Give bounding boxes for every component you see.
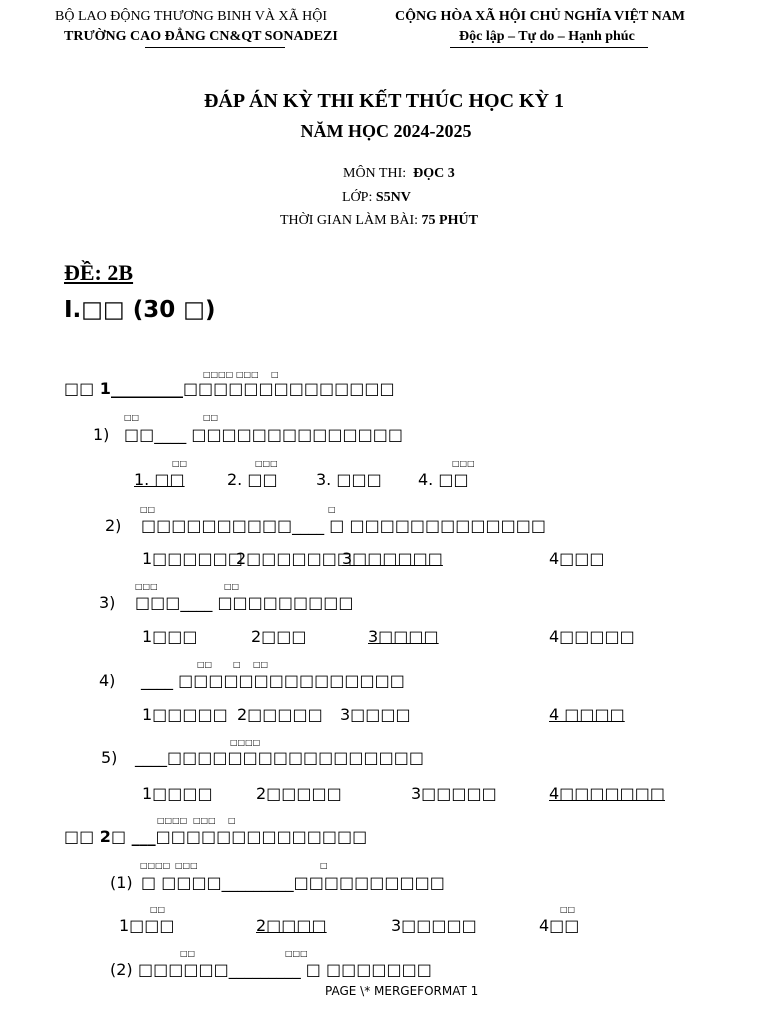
question-number: 2) [105,516,122,535]
mondai1-heading: □□ 1_________□□□□□□□□□□□□□□ [64,379,395,398]
page-field-code: PAGE \* MERGEFORMAT 1 [325,984,479,998]
answer-option: 4□□□ [549,549,605,568]
ruby-text: □□ [124,413,140,422]
question-text: □□□□□□_________ □ □□□□□□□ [138,960,432,979]
class-value: S5NV [375,190,411,205]
answer-option: 3□□□□ [340,705,411,724]
republic-name: CỘNG HÒA XÃ HỘI CHỦ NGHĨA VIỆT NAM [395,9,686,24]
answer-option-correct: 2□□□□ [256,916,327,935]
subject-line [343,166,455,182]
question-text: □□____ □□□□□□□□□□□□□□ [124,425,403,444]
ruby-text: □□ [140,505,156,514]
ruby-text: □□□ [175,861,198,870]
question-number: (1) [110,873,133,892]
ruby-text: □□□□ [230,738,261,747]
answer-option: 2. □□ [227,470,278,489]
section-heading: I.□□ (30 □) [64,297,216,323]
answer-option-correct: 1. □□ [134,470,185,489]
answer-option: 1□□□□ [142,784,213,803]
question-number: 4) [99,671,116,690]
answer-option: 2□□□□□□□ [236,549,352,568]
ruby-text: □□ [203,413,219,422]
ruby-text: □□□□ [140,861,171,870]
question-number: 3) [99,593,116,612]
time-value: 75 PHÚT [421,213,478,228]
answer-option: 2□□□□□ [237,705,323,724]
answer-option: 2□□□□□ [256,784,342,803]
school-year: NĂM HỌC 2024-2025 [300,121,472,141]
ruby-text: □□□□ [157,816,188,825]
school-name: TRƯỜNG CAO ĐẲNG CN&QT SONADEZI [64,29,338,44]
answer-option: 1□□□ [119,916,175,935]
question-number: 1) [93,425,110,444]
class-label: LỚP: [342,190,373,205]
ruby-text: □□□ [285,949,308,958]
ruby-text: □□□ [236,370,259,379]
question-text: □□□____ □□□□□□□□□ [135,593,354,612]
answer-option: 4□□□□□ [549,627,635,646]
ruby-text: □□ [180,949,196,958]
answer-option-correct: 3□□□□ [368,627,439,646]
question-number: (2) [110,960,133,979]
answer-option-correct: 3□□□□□□ [342,549,443,568]
ruby-text: □□ [253,660,269,669]
answer-option: 3. □□□ [316,470,382,489]
question-number: 5) [101,748,118,767]
mondai2-heading: □□ 2□ ___□□□□□□□□□□□□□□ [64,827,368,846]
question-text: □□□□□□□□□□____ □ □□□□□□□□□□□□□ [141,516,546,535]
ruby-text: □□□ [135,582,158,591]
ruby-text: □□□□ [203,370,234,379]
subject-label: MÔN THI: [343,166,407,181]
answer-option: 4□□ [539,916,580,935]
ministry-name: BỘ LAO ĐỘNG THƯƠNG BINH VÀ XÃ HỘI [55,9,328,24]
time-label: THỜI GIAN LÀM BÀI: [280,213,419,228]
ruby-text: □□□ [193,816,216,825]
question-text: ____ □□□□□□□□□□□□□□□ [141,671,405,690]
ruby-text: □ [271,370,279,379]
ruby-text: □□ [172,459,188,468]
answer-option: 1□□□□□ [142,705,228,724]
exam-code: ĐỀ: 2B [64,260,134,285]
question-text: ____□□□□□□□□□□□□□□□□□ [135,748,424,767]
ruby-text: □□ [197,660,213,669]
document-title: ĐÁP ÁN KỲ THI KẾT THÚC HỌC KỲ 1 [203,90,565,112]
ruby-text: □□ [150,905,166,914]
ruby-text: □□□ [255,459,278,468]
ruby-text: □□ [560,905,576,914]
class-line [342,190,411,206]
ruby-text: □□□ [452,459,475,468]
answer-option: 1□□□□□□ [142,549,243,568]
ruby-text: □ [328,505,336,514]
ruby-text: □ [228,816,236,825]
question-text: □ □□□□_________□□□□□□□□□□ [141,873,445,892]
answer-option: 3□□□□□ [411,784,497,803]
answer-option: 4. □□ [418,470,469,489]
answer-option: 1□□□ [142,627,198,646]
ruby-text: □ [233,660,241,669]
ruby-text: □ [320,861,328,870]
answer-option-correct: 4 □□□□ [549,705,625,724]
time-line [280,213,478,229]
motto-underline [450,47,648,48]
answer-option: 3□□□□□ [391,916,477,935]
national-motto: Độc lập – Tự do – Hạnh phúc [459,29,635,44]
answer-option: 2□□□ [251,627,307,646]
school-underline [145,47,285,48]
ruby-text: □□ [224,582,240,591]
answer-option-correct: 4□□□□□□□ [549,784,665,803]
subject-value: ĐỌC 3 [413,166,455,181]
